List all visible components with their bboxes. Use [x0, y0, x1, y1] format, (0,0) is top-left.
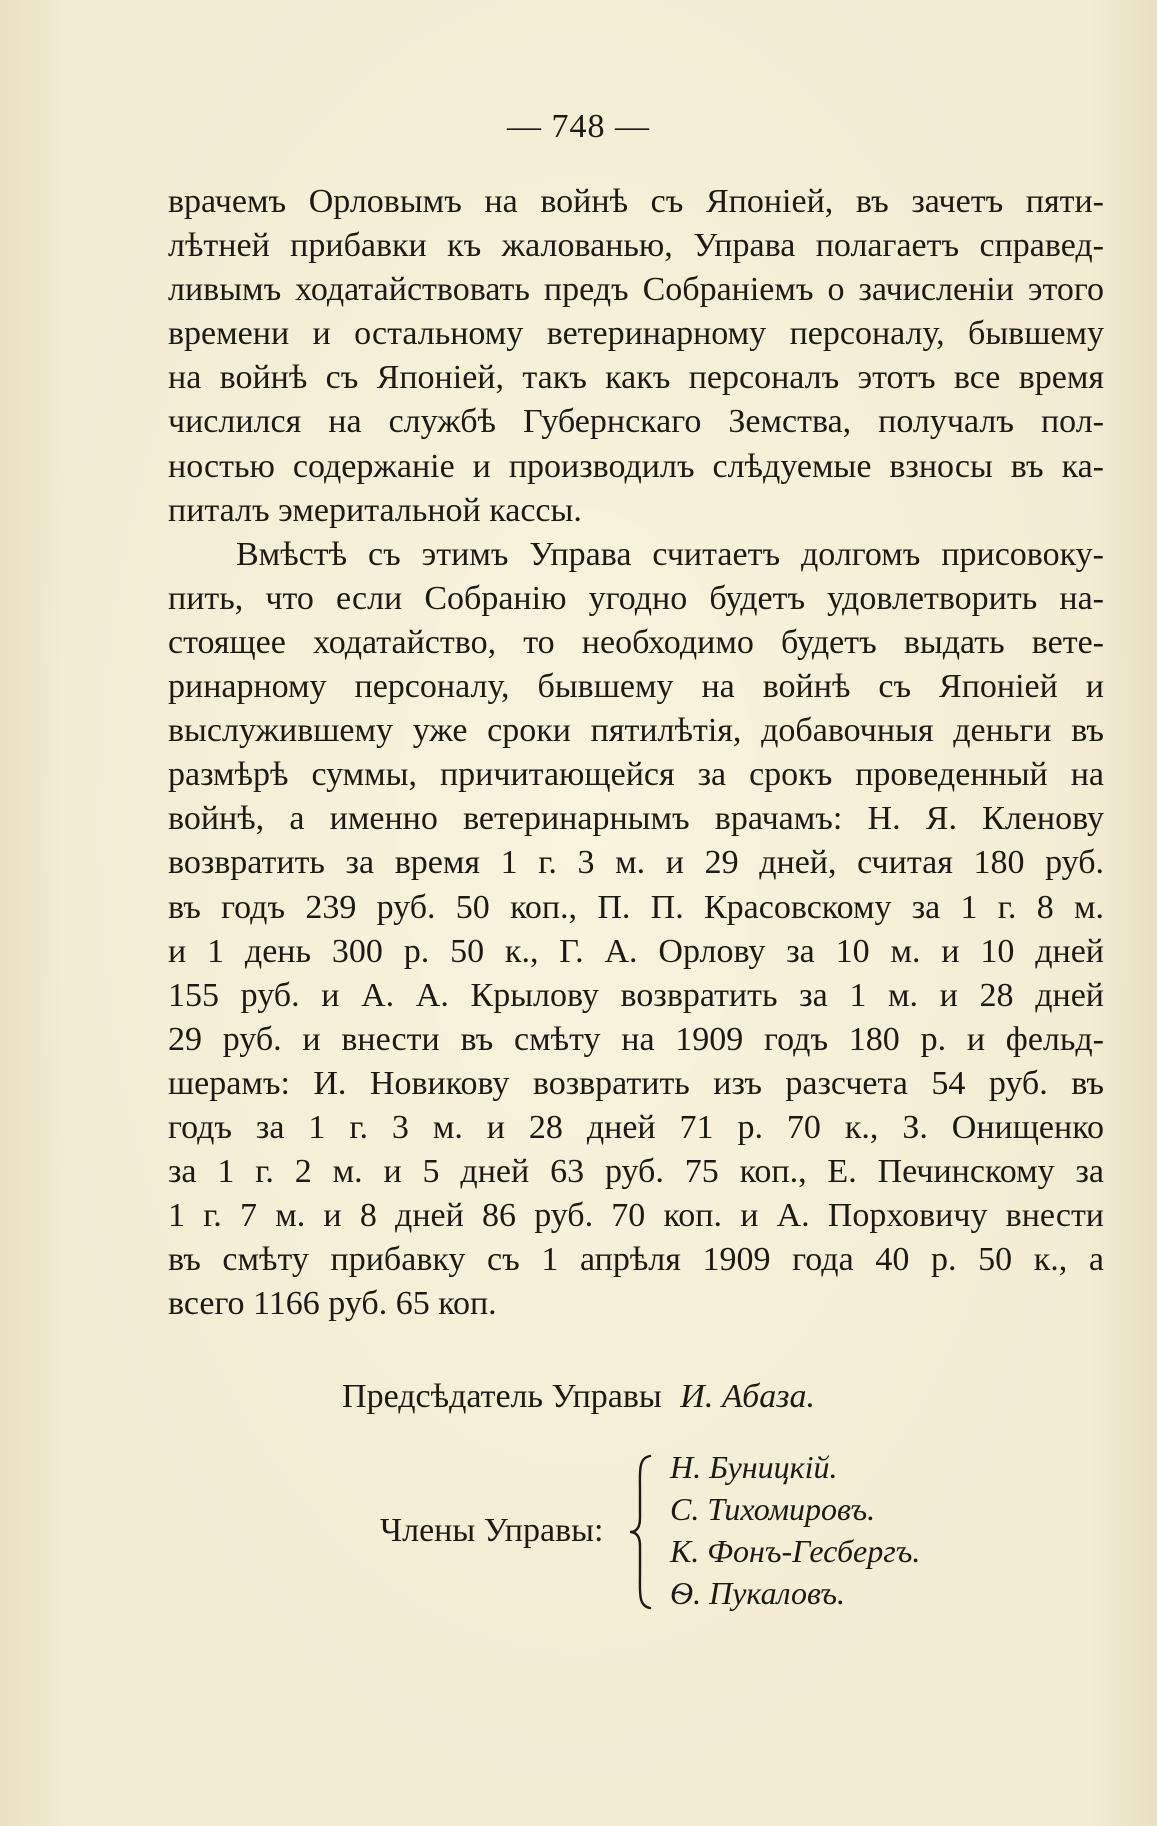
text-line: и 1 день 300 р. 50 к., Г. А. Орлову за 10 м. и 10 дней — [168, 932, 1104, 970]
text-line: питалъ эмеритальной кассы. — [168, 491, 582, 529]
member-name: С. Тихомировъ. — [670, 1491, 876, 1527]
text-line: 1 г. 7 м. и 8 дней 86 руб. 70 коп. и А. Порховичу внести — [168, 1197, 1104, 1235]
text-line: числился на службѣ Губернскаго Земства, получалъ пол- — [168, 403, 1104, 441]
curly-brace-icon — [628, 1452, 658, 1612]
text-line: времени и остальному ветеринарному персоналу, бывшему — [168, 315, 1104, 353]
body-text — [168, 180, 1104, 1326]
board-members-block — [380, 1449, 1040, 1652]
text-line: ливымъ ходатайствовать предъ Собраніемъ о зачисленіи этого — [168, 271, 1104, 309]
text-line: 29 руб. и внести въ смѣту на 1909 годъ 180 р. и фельд- — [168, 1020, 1104, 1058]
text-line: 155 руб. и А. А. Крылову возвратить за 1 м. и 28 дней — [168, 976, 1104, 1014]
text-line: годъ за 1 г. 3 м. и 28 дней 71 р. 70 к., З. Онищенко — [168, 1108, 1104, 1146]
text-line: ринарному персоналу, бывшему на войнѣ съ Японіей и — [168, 668, 1104, 706]
text-line: въ годъ 239 руб. 50 коп., П. П. Красовскому за 1 г. 8 м. — [168, 888, 1104, 926]
text-line: на войнѣ съ Японіей, такъ какъ персоналъ этотъ все время — [168, 359, 1104, 397]
text-line: врачемъ Орловымъ на войнѣ съ Японіей, въ зачетъ пяти- — [168, 183, 1104, 220]
member-list — [670, 1446, 920, 1614]
text-line: размѣрѣ суммы, причитающейся за срокъ проведенный на — [168, 756, 1104, 794]
chairman-signature-line — [0, 1378, 1157, 1416]
text-line: ностью содержаніе и производилъ слѣдуемые взносы въ ка- — [168, 447, 1104, 485]
chairman-title: Предсѣдатель Управы — [342, 1378, 662, 1415]
text-line: за 1 г. 2 м. и 5 дней 63 руб. 75 коп., Е. Печинскому за — [168, 1153, 1104, 1191]
member-name: Н. Буницкій. — [670, 1449, 838, 1485]
text-line: возвратить за время 1 г. 3 м. и 29 дней, считая 180 руб. — [168, 844, 1104, 882]
text-line: выслужившему уже сроки пятилѣтія, добавочныя деньги въ — [168, 712, 1104, 750]
text-line: Вмѣстѣ съ этимъ Управа считаетъ долгомъ присовоку- — [236, 535, 1104, 573]
text-line: лѣтней прибавки къ жалованью, Управа полагаетъ справед- — [168, 227, 1104, 265]
text-line: войнѣ, а именно ветеринарнымъ врачамъ: Н. Я. Кленову — [168, 800, 1104, 838]
chairman-signature: И. Абаза. — [680, 1378, 815, 1415]
paragraph-2 — [168, 533, 1104, 1327]
page-number: — 748 — — [507, 108, 650, 145]
text-line: стоящее ходатайство, то необходимо будетъ выдать вете- — [168, 623, 1104, 661]
text-line: пить, что если Собранію угодно будетъ удовлетворить на- — [168, 579, 1104, 617]
member-name: Ѳ. Пукаловъ. — [670, 1575, 846, 1611]
text-line: въ смѣту прибавку съ 1 апрѣля 1909 года 40 р. 50 к., а — [168, 1241, 1104, 1279]
paragraph-1 — [168, 180, 1104, 533]
members-label: Члены Управы: — [380, 1512, 604, 1549]
text-line: шерамъ: И. Новикову возвратить изъ разсчета 54 руб. въ — [168, 1064, 1104, 1102]
member-name: К. Фонъ-Гесбергъ. — [670, 1533, 921, 1569]
text-line: всего 1166 руб. 65 коп. — [168, 1285, 497, 1323]
